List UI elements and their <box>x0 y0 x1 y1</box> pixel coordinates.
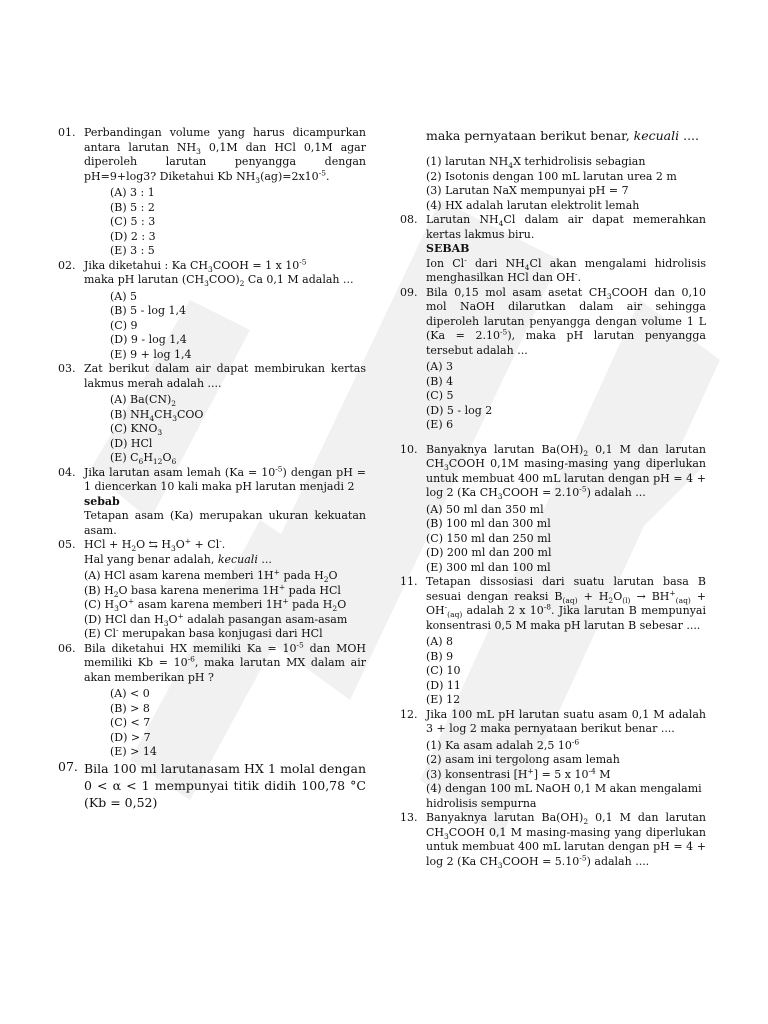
option: (B) 100 ml dan 300 ml <box>426 517 551 530</box>
question-text: Bila 100 ml larutanasam HX 1 molal dengan 0 < α < 1 mempunyai titik didih 100,78 °C (Kb = 0,52) <box>84 760 366 810</box>
question-13 <box>400 811 706 869</box>
question-06 <box>58 639 366 760</box>
option: (A) < 0 <box>110 687 150 700</box>
option: (B) $H_2O$ basa karena menerima 1H+ pada HCl <box>84 581 341 599</box>
option: (C) $H_3O^+$ asam karena memberi 1H+ pada $H_2O$ <box>84 596 347 614</box>
question-text: HCl + $H_2O$ ⇆ $H_3O^+ + Cl^-$. <box>84 536 226 554</box>
option: (C) 5 : 3 <box>110 215 156 228</box>
answer-options <box>426 503 706 576</box>
option: (E) 6 <box>426 418 454 431</box>
question-number: 11. <box>400 575 418 588</box>
question-number: 01. <box>58 126 76 139</box>
option: (D) 2 : 3 <box>110 229 156 243</box>
option: (A) $Ba(CN)_2$ <box>110 393 177 409</box>
question-number: 13. <box>400 811 418 824</box>
option: (C) $KNO_3$ <box>110 422 163 438</box>
option: (D) > 7 <box>110 730 151 744</box>
answer-options <box>84 569 366 642</box>
statement: (1) Ka asam adalah 2,5 $10^{-6}$ <box>426 736 580 752</box>
option: (C) 150 ml dan 250 ml <box>426 531 552 545</box>
option: (D) HCl dan $H_3O^+$ adalah pasangan asam-asam <box>84 610 348 628</box>
statement: (2) Isotonis dengan 100 mL larutan urea 2 m <box>426 169 677 183</box>
answer-options <box>110 290 366 363</box>
question-02 <box>58 256 366 363</box>
answer-options <box>110 393 366 466</box>
option: (A) 8 <box>426 635 454 648</box>
question-number: 05. <box>58 538 76 551</box>
option: (D) 9 - log 1,4 <box>110 333 187 346</box>
question-12 <box>400 708 706 812</box>
option: (C) 9 <box>110 318 138 332</box>
option: (A) 5 <box>110 289 138 303</box>
statement: (1) larutan $NH_4X$ terhidrolisis sebagian <box>426 155 646 171</box>
option: (C) < 7 <box>110 716 151 729</box>
question-text: Larutan $NH_4Cl$ dalam air dapat memerahkan kertas lakmus biru. <box>426 213 707 241</box>
question-text: Hal yang benar adalah, kecuali ... <box>84 552 272 566</box>
question-number: 10. <box>400 442 418 456</box>
question-05 <box>58 538 366 642</box>
statements <box>426 736 706 812</box>
question-text: Tetapan dissosiasi dari suatu larutan basa B sesuai dengan reaksi $B_{(aq)} + H_2O_{(l)} \to BH^+_{(aq)} + OH^-_{(aq)}$ adalah 2 x $10^{-8}$. Jika larutan B mempunyai konsentrasi 0,5 M maka pH larutan B sebesar .... <box>426 575 707 632</box>
answer-options <box>110 687 366 760</box>
question-03 <box>58 362 366 466</box>
question-07 <box>58 760 366 811</box>
option: (E) 3 : 5 <box>110 244 155 257</box>
question-11 <box>400 575 706 708</box>
statement: (3) konsentrasi [H+] = 5 x $10^{-4}$ M <box>426 765 611 781</box>
option: (B) 4 <box>426 374 454 388</box>
question-text: Zat berikut dalam air dapat membirukan kertas lakmus merah adalah .... <box>84 362 366 390</box>
question-text: Banyaknya larutan $Ba(OH)_2$ 0,1 M dan larutan $CH_3COOH$ 0,1 M masing-masing yang diperlukan untuk membuat 400 mL larutan dengan pH = 4 + log 2 (Ka $CH_3COOH = 5.10^{-5}$) adalah .... <box>426 811 706 870</box>
statement: (2) asam ini tergolong asam lemah <box>426 753 620 766</box>
question-text: Jika diketahui : Ka $CH_3COOH = 1$ x $10^{-5}$ <box>84 256 307 274</box>
sebab-label: sebab <box>84 494 120 508</box>
question-text: maka pH larutan $(CH_3COO)_2$ Ca 0,1 M adalah ... <box>84 273 354 289</box>
question-text: Bila diketahui HX memiliki $Ka = 10^{-5}$ dan MOH memiliki $Kb = 10^{-6}$, maka larutan MX dalam air akan memberikan pH ? <box>84 639 366 684</box>
option: (B) 9 <box>426 649 454 663</box>
option: (D) 5 - log 2 <box>426 403 493 417</box>
question-text: Banyaknya larutan $Ba(OH)_2$ 0,1 M dan larutan $CH_3COOH$ 0,1M masing-masing yang diperlukan untuk membuat 400 mL larutan dengan pH = 4 + log 2 (Ka $CH_3COOH = 2.10^{-5}$) adalah ... <box>426 442 706 502</box>
statement: (4) dengan 100 mL NaOH 0,1 M akan mengalami hidrolisis sempurna <box>426 782 702 810</box>
statement: (4) HX adalah larutan elektrolit lemah <box>426 198 640 212</box>
answer-options <box>426 635 706 708</box>
option: (E) 9 + log 1,4 <box>110 347 192 361</box>
question-text: Jika larutan asam lemah $(Ka = 10^{-5})$ dengan pH = 1 diencerkan 10 kali maka pH larutan menjadi 2 <box>84 463 366 493</box>
option: (D) HCl <box>110 436 153 450</box>
question-04 <box>58 463 366 539</box>
option: (D) 11 <box>426 678 461 692</box>
option: (A) 50 ml dan 350 ml <box>426 502 544 516</box>
option: (D) 200 ml dan 200 ml <box>426 546 552 559</box>
question-number: 09. <box>400 285 418 299</box>
statement: (3) Larutan NaX mempunyai pH = 7 <box>426 184 629 197</box>
option: (A) 3 <box>426 360 454 373</box>
option: (C) 5 <box>426 389 454 402</box>
option: (E) > 14 <box>110 745 157 758</box>
option: (B) 5 : 2 <box>110 200 155 214</box>
question-text: Ion Cl- dari $NH_4Cl$ akan mengalami hidrolisis menghasilkan HCl dan OH-. <box>426 254 706 284</box>
option: (E) 12 <box>426 693 461 706</box>
question-number: 07. <box>58 758 78 774</box>
question-number: 03. <box>58 362 76 375</box>
option: (E) 300 ml dan 100 ml <box>426 560 551 574</box>
question-01 <box>58 126 366 259</box>
option: (A) HCl asam karena memberi 1H+ pada $H_2O$ <box>84 567 338 585</box>
statements <box>426 155 706 213</box>
left-column <box>58 126 366 811</box>
question-number: 06. <box>58 641 76 655</box>
question-text: Jika 100 mL pH larutan suatu asam 0,1 M adalah 3 + log 2 maka pernyataan berikut benar .... <box>426 707 706 735</box>
question-text: Tetapan asam (Ka) merupakan ukuran kekuatan asam. <box>84 509 366 537</box>
option: (E) $C_6H_{12}O_6$ <box>110 451 177 467</box>
question-text: Bila 0,15 mol asam asetat $CH_3COOH$ dan 0,10 mol NaOH dilarutkan dalam air sehingga diperoleh larutan penyangga dengan volume 1 L $(Ka = 2.10^{-5})$, maka pH larutan penyangga tersebut adalah ... <box>426 285 707 357</box>
option: (B) $NH_4CH_3COO$ <box>110 407 204 423</box>
answer-options <box>426 360 706 433</box>
option: (C) 10 <box>426 664 461 677</box>
question-text: Perbandingan volume yang harus dicampurkan antara larutan $NH_3$ 0,1M dan HCl 0,1M agar diperoleh larutan penyangga dengan pH=9+log3? Diketahui Kb $NH_3(ag)=2x10^{-5}$. <box>84 126 366 185</box>
question-number: 02. <box>58 258 76 272</box>
question-07-continued: maka pernyataan berikut benar, kecuali .... <box>426 127 700 143</box>
answer-options <box>110 186 366 259</box>
option: (A) 3 : 1 <box>110 186 155 199</box>
option: (E) Cl- merupakan basa konjugasi dari HCl <box>84 625 323 640</box>
sebab-label: SEBAB <box>426 242 470 255</box>
question-10 <box>400 443 706 576</box>
option: (B) > 8 <box>110 701 150 715</box>
question-09 <box>400 286 706 433</box>
option: (B) 5 - log 1,4 <box>110 304 187 317</box>
question-number: 04. <box>58 465 76 479</box>
right-column <box>400 116 706 869</box>
question-number: 12. <box>400 707 418 721</box>
question-number: 08. <box>400 213 418 226</box>
question-08 <box>400 213 706 286</box>
